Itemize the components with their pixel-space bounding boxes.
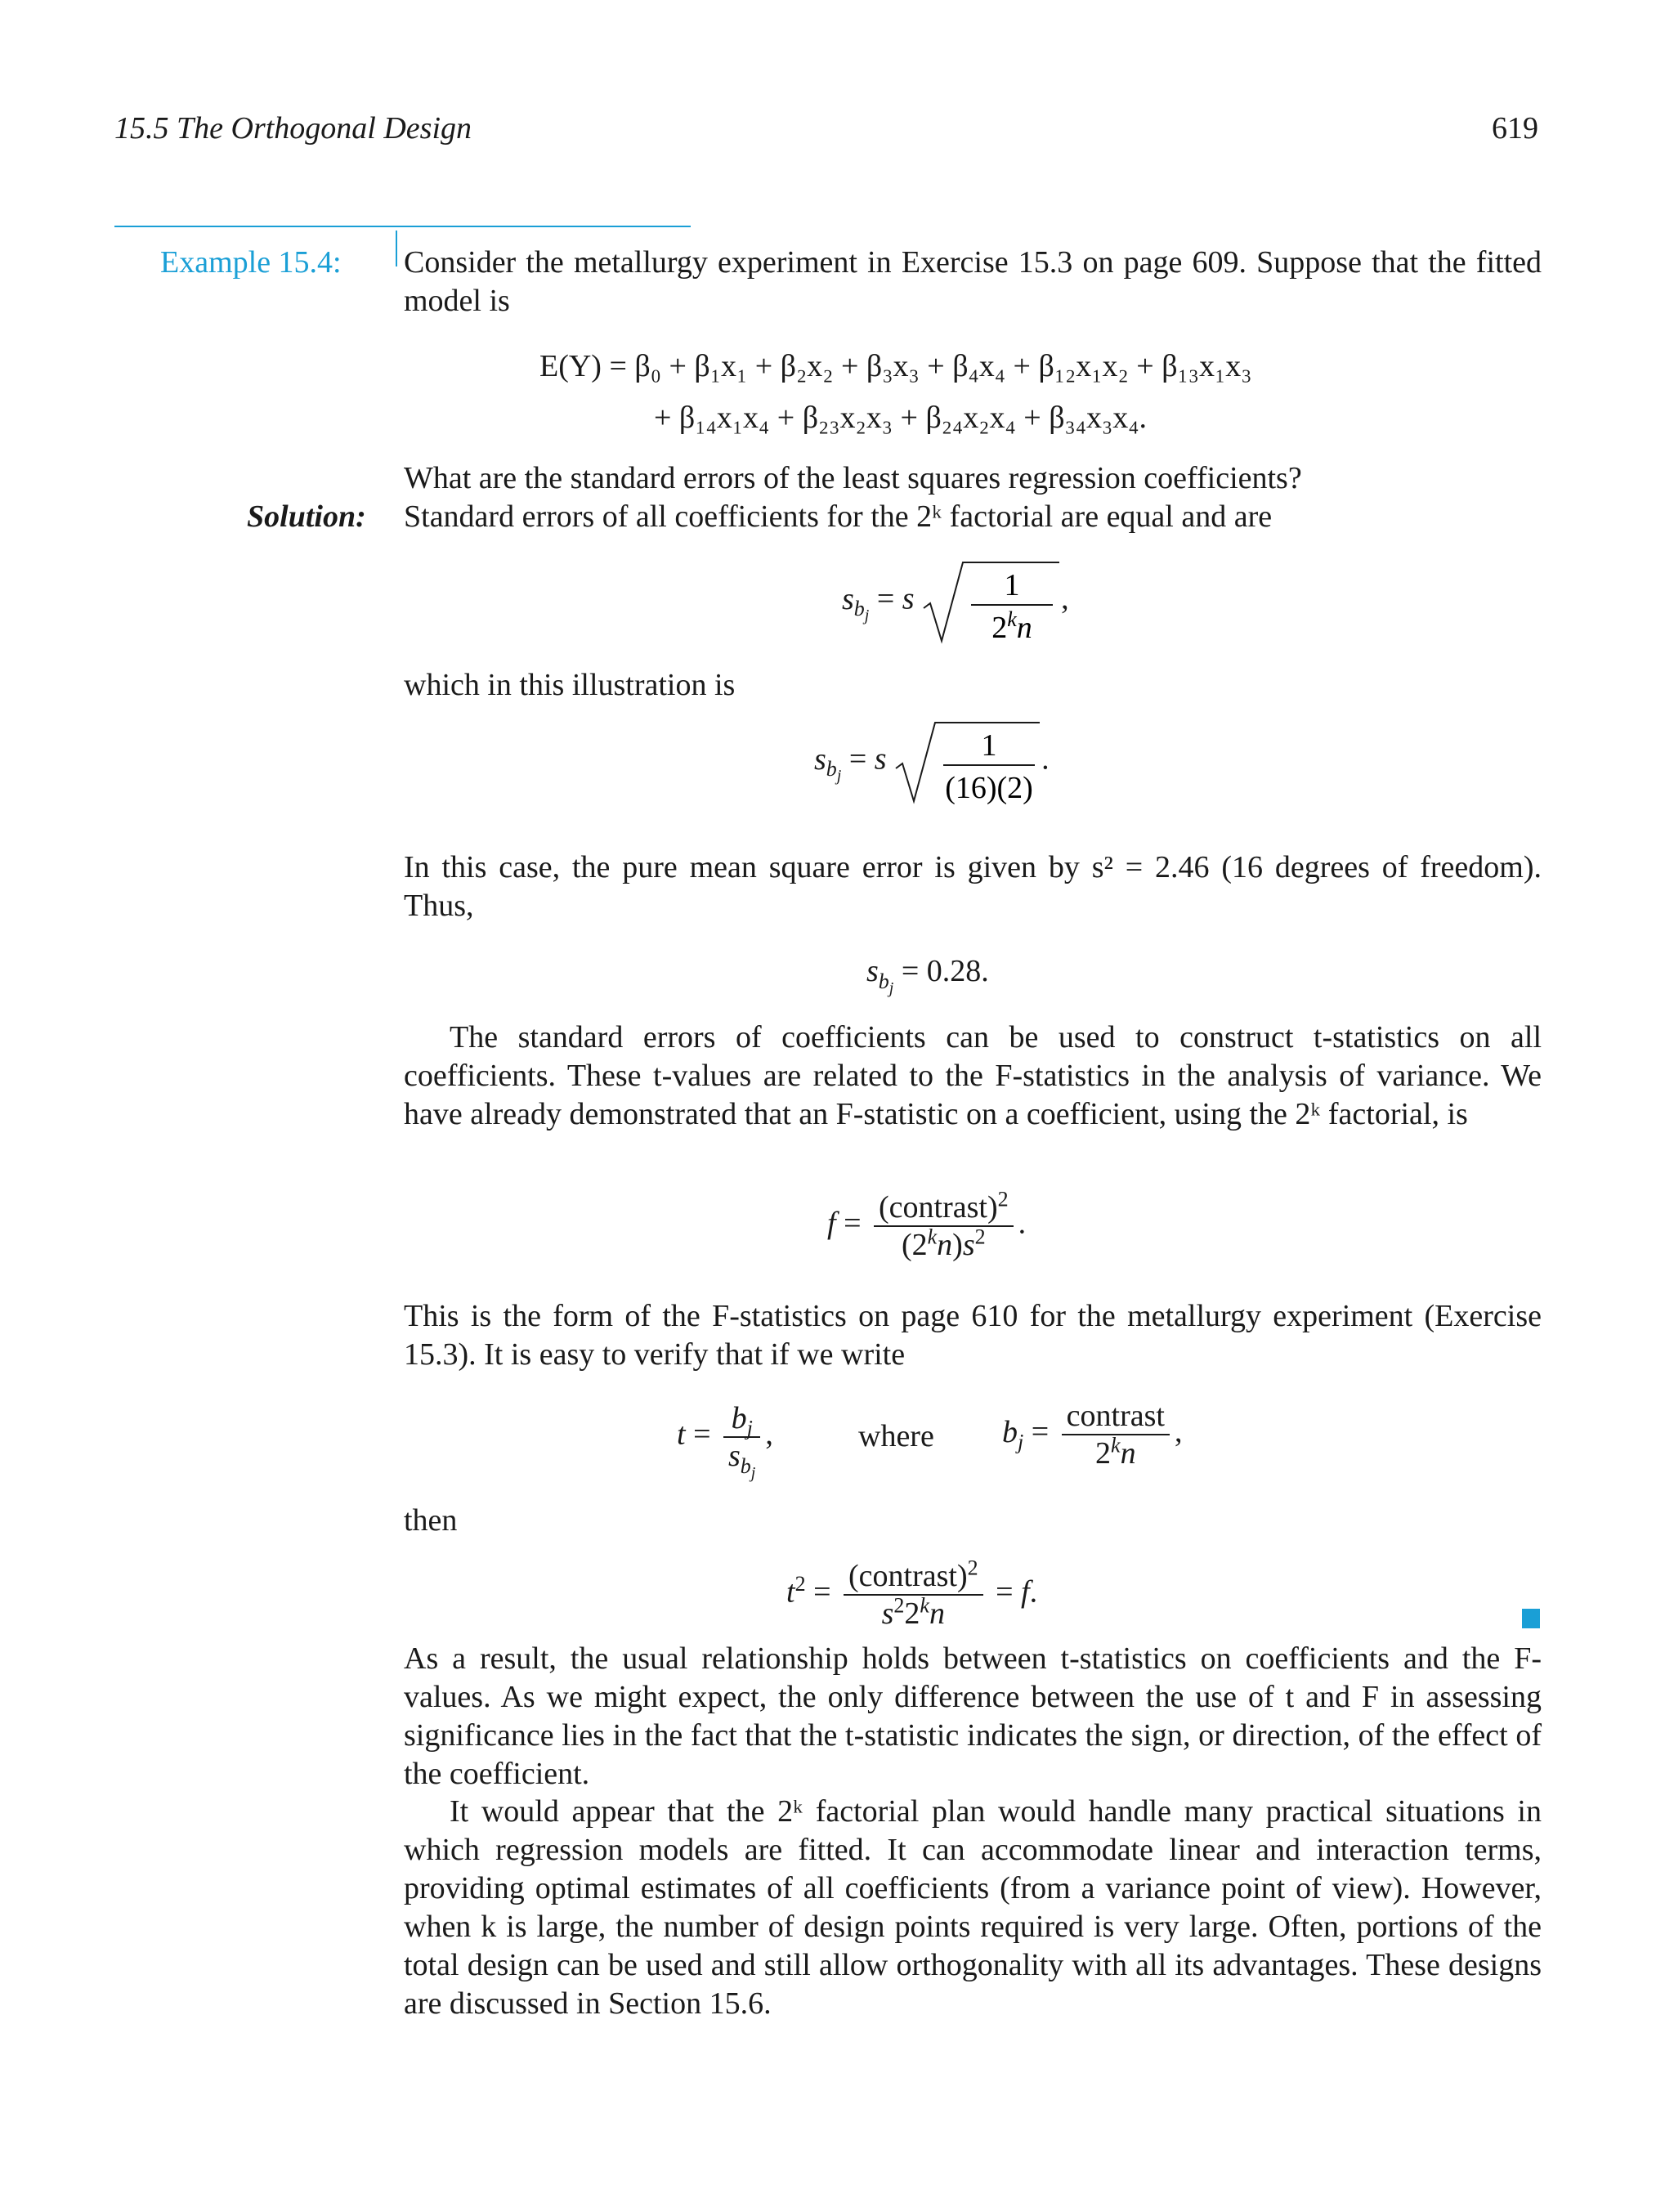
model-equation-line1: E(Y) = β₀ + β₁x₁ + β₂x₂ + β₃x₃ + β₄x₄ + β₁₂x₁x₂ + β₁₃x₁x₃ [539, 349, 1252, 383]
t-formula: t = $\frac{b_j}{s_{b_j}}$ , [677, 1401, 773, 1482]
running-head: 15.5 The Orthogonal Design [114, 111, 472, 146]
example-bar [396, 231, 397, 266]
solution-which: which in this illustration is [404, 668, 736, 702]
solution-line1: Standard errors of all coefficients for the 2ᵏ factorial are equal and are [404, 499, 1273, 534]
example-label: Example 15.4: [160, 245, 342, 280]
sqrt-symbol [894, 719, 1041, 804]
page-number: 619 [1492, 111, 1538, 146]
example-rule [114, 226, 691, 227]
f-formula: f = $\frac{(contrast)^2}{(2^kn)s^2}$ . [827, 1187, 1027, 1262]
model-equation-line2: + β₁₄x₁x₄ + β₂₃x₂x₃ + β₂₄x₂x₄ + β₃₄x₃x₄. [654, 401, 1148, 435]
paragraph-appear: It would appear that the 2ᵏ factorial plan would handle many practical situations in which regression models are fitted. It can accommodate linear and interaction terms, providing optimal estimates of all coefficients (from a variance point of view). However, when k is large, the number of design points required is very large. Often, portions of the total design can be used and still allow orthogonality with all its advantages. These designs are discussed in Section 15.6. [404, 1794, 1542, 2021]
svg-text:(16)(2): (16)(2) [945, 771, 1033, 804]
where-word: where [858, 1419, 934, 1453]
solution-case: In this case, the pure mean square error is given by s² = 2.46 (16 degrees of freedom). Thus, [404, 850, 1542, 923]
svg-text:1: 1 [981, 728, 997, 763]
se-numeric-formula: $s_{b_j} = s$ 1 (16)(2) . [814, 719, 1050, 804]
example-question: What are the standard errors of the least squares regression coefficients? [404, 461, 1302, 495]
se-result: $s_{b_j} = 0.28$. [866, 954, 989, 997]
solution-label: Solution: [247, 499, 366, 534]
paragraph-t-statistics: The standard errors of coefficients can be used to construct t-statistics on all coefficients. These t-values are related to the F-statistics in the analysis of variance. We have already demonstrated that an F-statistic on a coefficient, using the 2ᵏ factorial, is [404, 1020, 1542, 1131]
sqrt-symbol [922, 559, 1061, 644]
end-of-solution-mark [1522, 1609, 1540, 1628]
solution-then: then [404, 1503, 458, 1538]
paragraph-result: As a result, the usual relationship holds between t-statistics on coefficients and the F-values. As we might expect, the only difference between the use of t and F in assessing significance lies in the fact that the t-statistic indicates the sign, or direction, of the effect of the coefficient. [404, 1641, 1542, 1791]
t-squared-formula: $t^2$ = $\frac{(contrast)^2}{s^22^kn}$ = f. [786, 1556, 1038, 1631]
example-intro: Consider the metallurgy experiment in Exercise 15.3 on page 609. Suppose that the fitted model is [404, 245, 1542, 318]
se-result-value: = 0.28. [901, 954, 989, 988]
se-formula: $s_{b_j} = s$ 1 2$^k$n , [842, 559, 1069, 644]
bj-formula: $b_j$ = $\frac{\text{contrast}}{2^kn}$ , [1002, 1399, 1183, 1471]
paragraph-f-form: This is the form of the F-statistics on page 610 for the metallurgy experiment (Exercise 15.3). It is easy to verify that if we write [404, 1299, 1542, 1372]
svg-text:2kn: 2$^k$n [991, 607, 1032, 644]
svg-text:1: 1 [1004, 568, 1020, 602]
